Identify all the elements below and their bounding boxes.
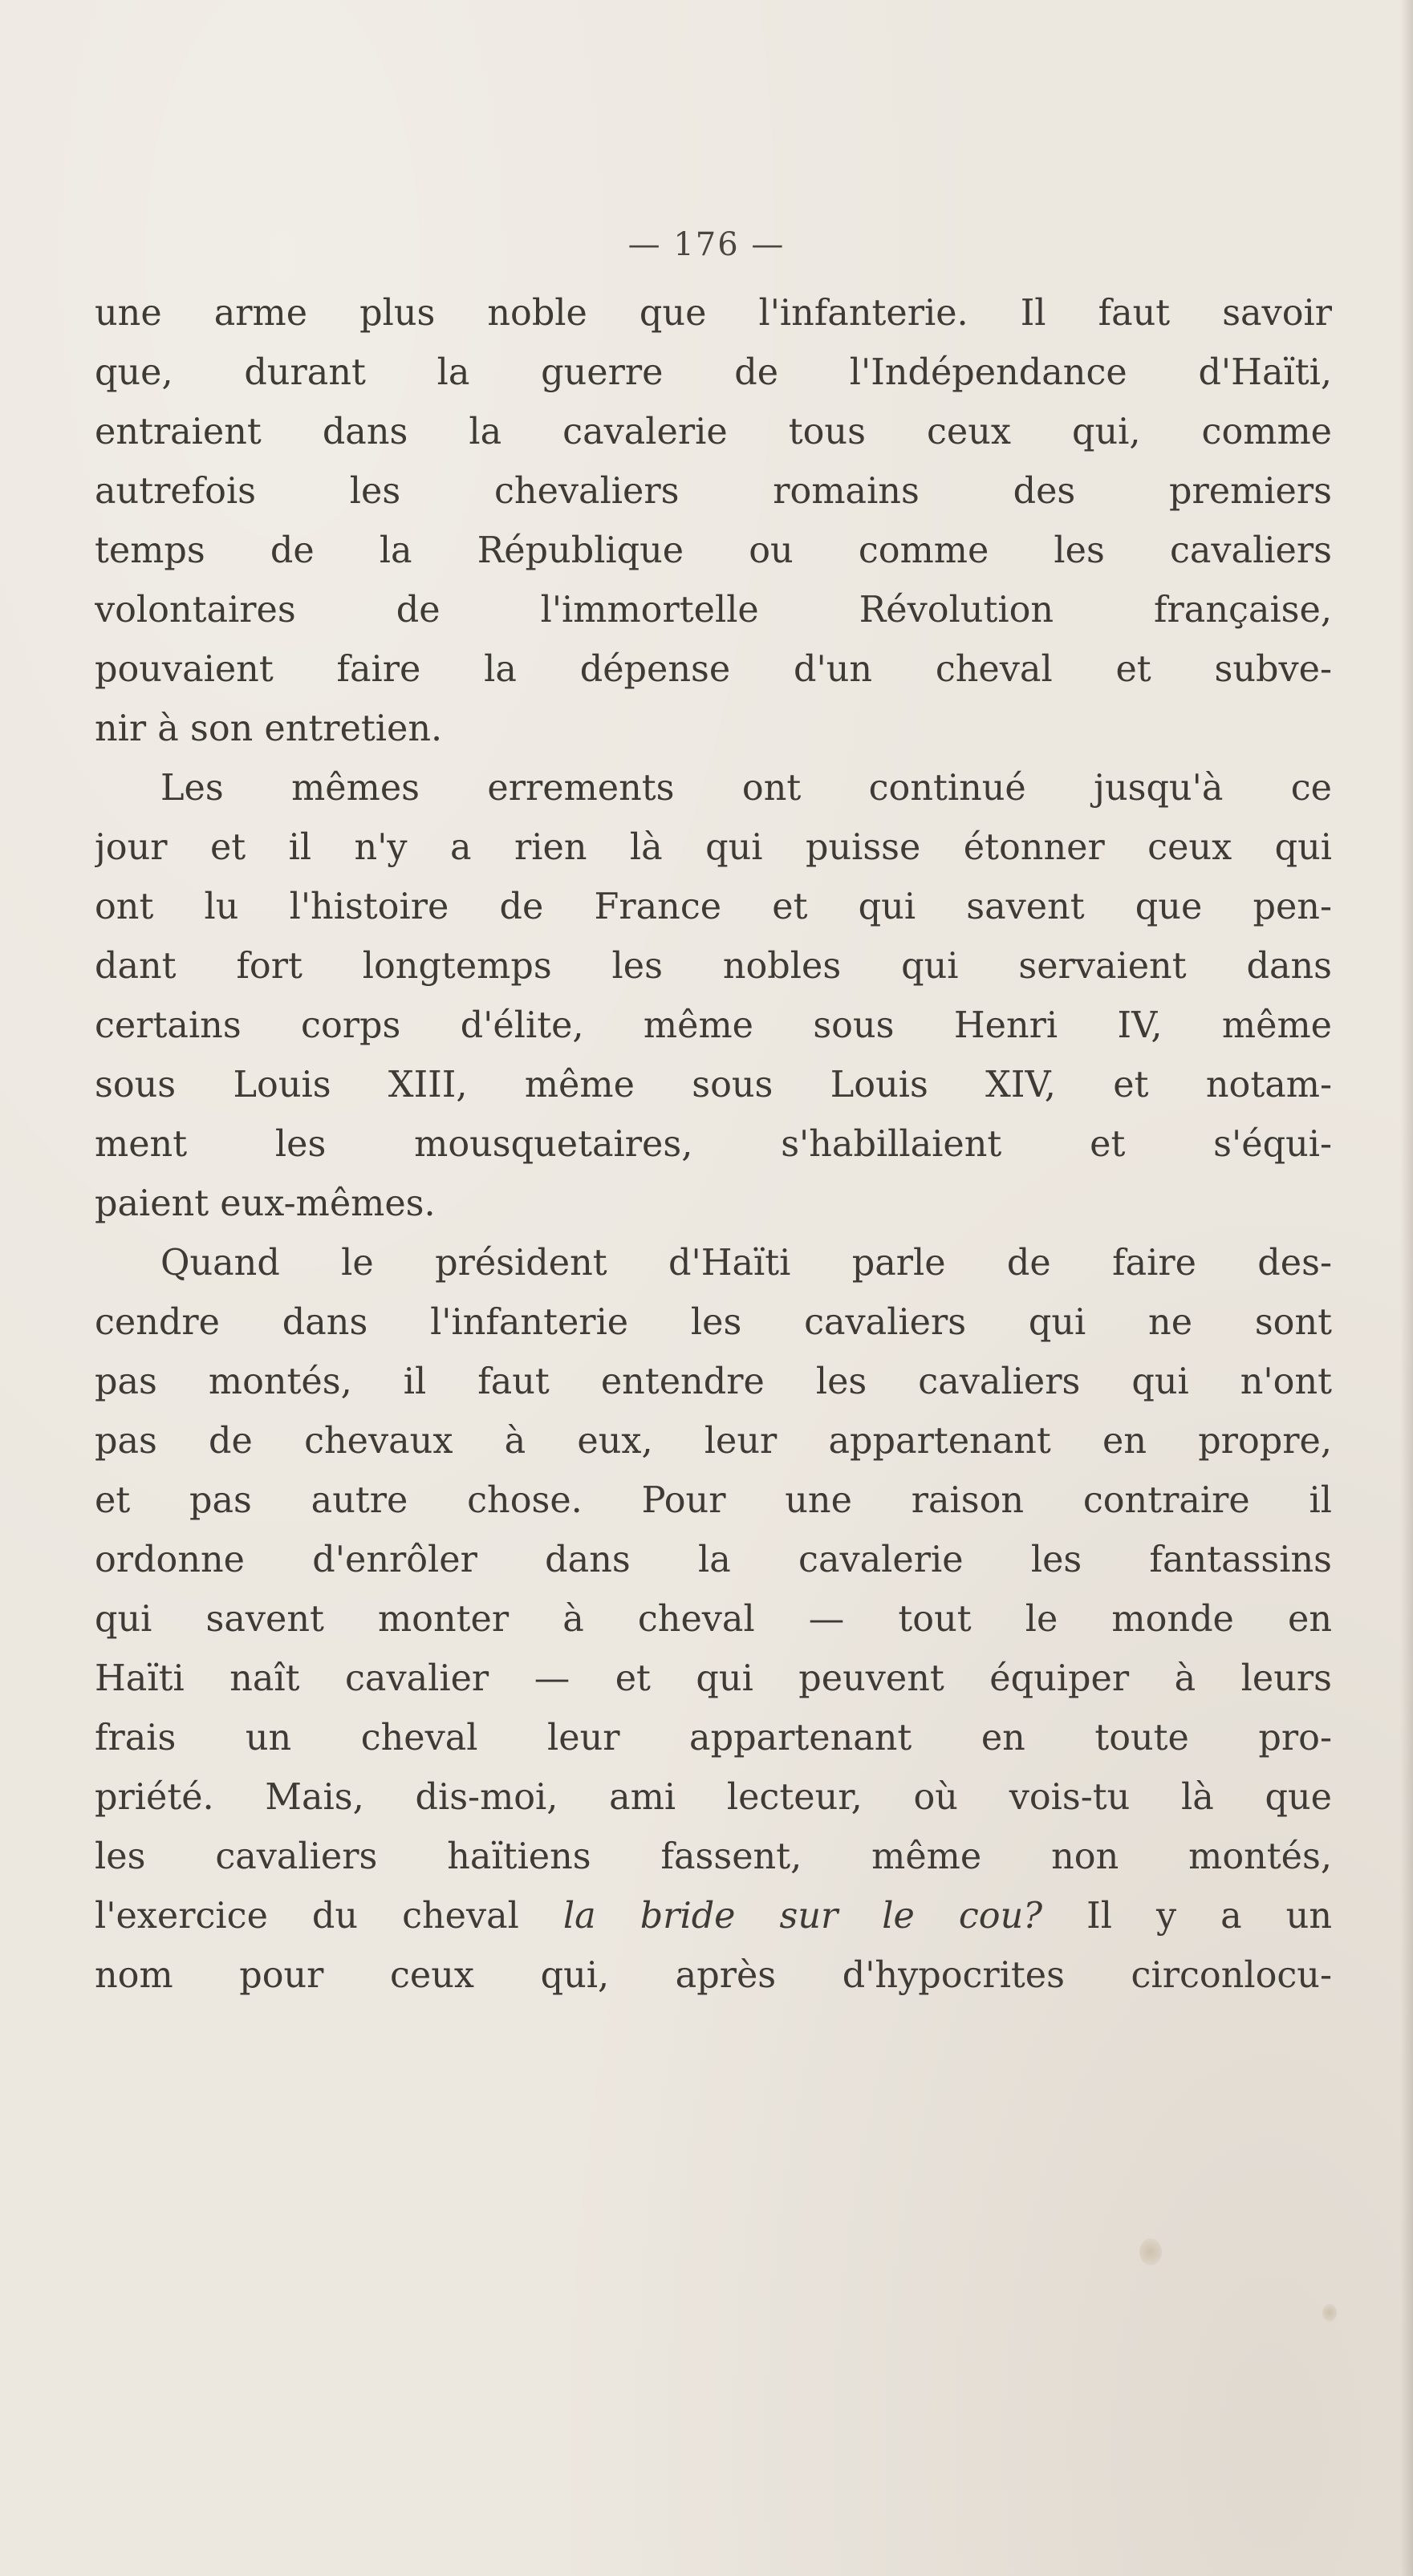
text-line: une arme plus noble que l'infanterie. Il faut savoir (95, 293, 1332, 334)
text-line: ont lu l'histoire de France et qui savent que pen- (95, 886, 1332, 927)
page-edge-shadow (1400, 0, 1413, 2576)
text-line: ment les mousquetaires, s'habillaient et s'équi- (95, 1124, 1332, 1165)
paper-stain (1322, 2304, 1337, 2322)
text-line: Les mêmes errements ont continué jusqu'à ce (160, 768, 1332, 809)
text-line: frais un cheval leur appartenant en toute pro- (95, 1718, 1332, 1759)
text-line: volontaires de l'immortelle Révolution française, (95, 590, 1332, 631)
text-line: sous Louis XIII, même sous Louis XIV, et notam- (95, 1065, 1332, 1105)
text-line-with-italic (95, 1887, 1332, 1946)
text-line: que, durant la guerre de l'Indépendance d'Haïti, (95, 352, 1332, 393)
text-line: et pas autre chose. Pour une raison contraire il (95, 1480, 1332, 1521)
text-line: temps de la République ou comme les cavaliers (95, 530, 1332, 571)
text-line: pas montés, il faut entendre les cavaliers qui n'ont (95, 1361, 1332, 1402)
text-line: pas de chevaux à eux, leur appartenant en propre, (95, 1421, 1332, 1462)
page-number: — 176 — (627, 226, 786, 263)
text-segment: Il y a un (1042, 1896, 1332, 1937)
text-line: qui savent monter à cheval — tout le monde en (95, 1599, 1332, 1640)
text-line: priété. Mais, dis-moi, ami lecteur, où vois-tu là que (95, 1777, 1332, 1818)
text-line: jour et il n'y a rien là qui puisse étonner ceux qui (95, 827, 1332, 868)
text-line: pouvaient faire la dépense d'un cheval et subve- (95, 649, 1332, 690)
body-text (95, 284, 1332, 2006)
text-line: dant fort longtemps les nobles qui servaient dans (95, 946, 1332, 987)
text-segment: l'exercice du cheval (95, 1896, 563, 1937)
text-line: les cavaliers haïtiens fassent, même non montés, (95, 1836, 1332, 1877)
text-line: nir à son entretien. (95, 708, 443, 749)
text-line: entraient dans la cavalerie tous ceux qui, comme (95, 412, 1332, 452)
text-line: nom pour ceux qui, après d'hypocrites circonlocu- (95, 1955, 1332, 1996)
text-line: Quand le président d'Haïti parle de faire des- (160, 1243, 1332, 1284)
paper-stain (1139, 2238, 1162, 2266)
text-line: ordonne d'enrôler dans la cavalerie les fantassins (95, 1540, 1332, 1580)
text-line: Haïti naît cavalier — et qui peuvent équiper à leurs (95, 1658, 1332, 1699)
italic-phrase: la bride sur le cou? (562, 1896, 1043, 1937)
text-line: paient eux-mêmes. (95, 1183, 436, 1224)
text-line: autrefois les chevaliers romains des premiers (95, 471, 1332, 512)
text-line: cendre dans l'infanterie les cavaliers qui ne sont (95, 1302, 1332, 1343)
text-line: certains corps d'élite, même sous Henri IV, même (95, 1005, 1332, 1046)
